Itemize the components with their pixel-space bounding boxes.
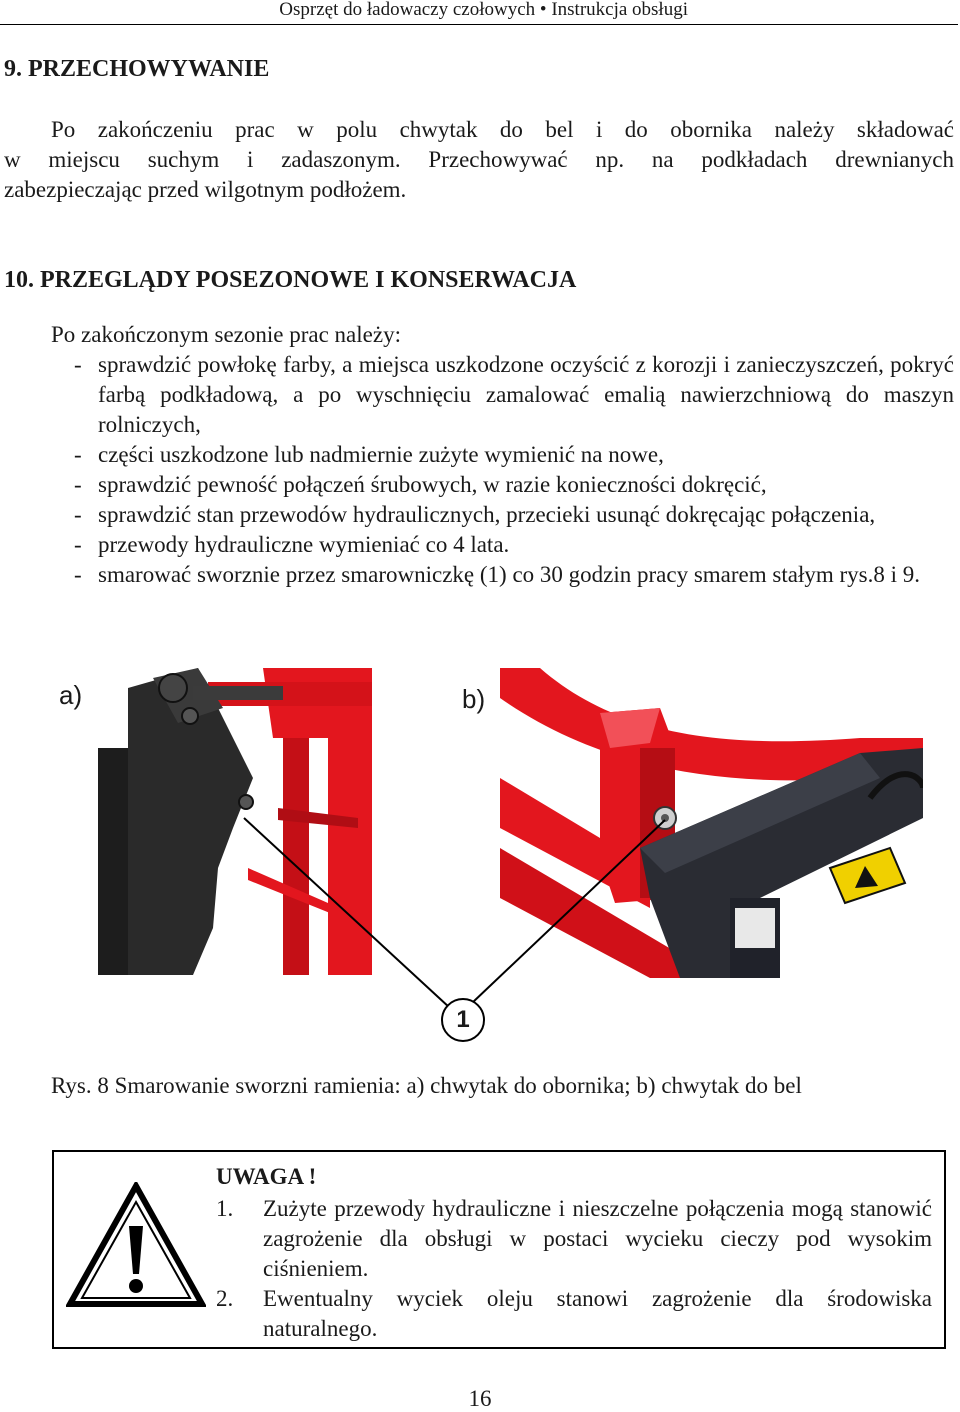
list-item: - sprawdzić stan przewodów hydraulicznych, przecieki usunąć dokręcając połączenia, <box>74 502 876 527</box>
warning-item-1: 1. Zużyte przewody hydrauliczne i nieszczelne połączenia mogą stanowić zagrożenie dla obsługi w postaci wycieku cieczy pod wysokim ciśnieniem. <box>216 1196 932 1281</box>
section-10-intro: Po zakończonym sezonie prac należy: <box>51 322 401 347</box>
figure-label-a: a) <box>59 680 83 710</box>
warning-triangle-icon <box>66 1182 206 1310</box>
list-item: - przewody hydrauliczne wymieniać co 4 lata. <box>74 532 510 557</box>
warning-item-2: 2. Ewentualny wyciek oleju stanowi zagrożenie dla środowiska naturalnego. <box>216 1286 932 1341</box>
list-item: - smarować sworznie przez smarowniczkę (1) co 30 godzin pracy smarem stałym rys.8 i 9. <box>74 562 920 587</box>
section-9-title: 9. PRZECHOWYWANIE <box>4 56 270 82</box>
figure-caption: Rys. 8 Smarowanie sworzni ramienia: a) chwytak do obornika; b) chwytak do bel <box>51 1073 802 1098</box>
list-item: - sprawdzić pewność połączeń śrubowych, w razie konieczności dokręcić, <box>74 472 767 497</box>
list-item: - części uszkodzone lub nadmiernie zużyte wymienić na nowe, <box>74 442 664 467</box>
section-9-line-2: w miejscu suchym i zadaszonym. Przechowywać np. na podkładach drewnianych <box>4 147 954 172</box>
warning-title: UWAGA ! <box>216 1164 317 1189</box>
section-9-line-3: zabezpieczając przed wilgotnym podłożem. <box>4 177 407 202</box>
section-10-title: 10. PRZEGLĄDY POSEZONOWE I KONSERWACJA <box>4 267 577 293</box>
page-number: 16 <box>468 1386 492 1411</box>
figure-label-b: b) <box>462 684 486 714</box>
warning-box <box>52 1150 946 1349</box>
warning-list <box>216 1194 932 1344</box>
list-item: - sprawdzić powłokę farby, a miejsca uszkodzone oczyścić z korozji i zanieczyszczeń, pokryć farbą podkładową, a po wyschnięciu zamalować emalią nawierzchniową do maszyn rolniczych, <box>74 352 954 437</box>
callout-marker-1: 1 <box>441 998 485 1042</box>
header-title: Osprzęt do ładowaczy czołowych • Instrukcja obsługi <box>279 0 688 20</box>
section-9-line-1: Po zakończeniu prac w polu chwytak do bel i do obornika należy składować <box>51 117 954 142</box>
